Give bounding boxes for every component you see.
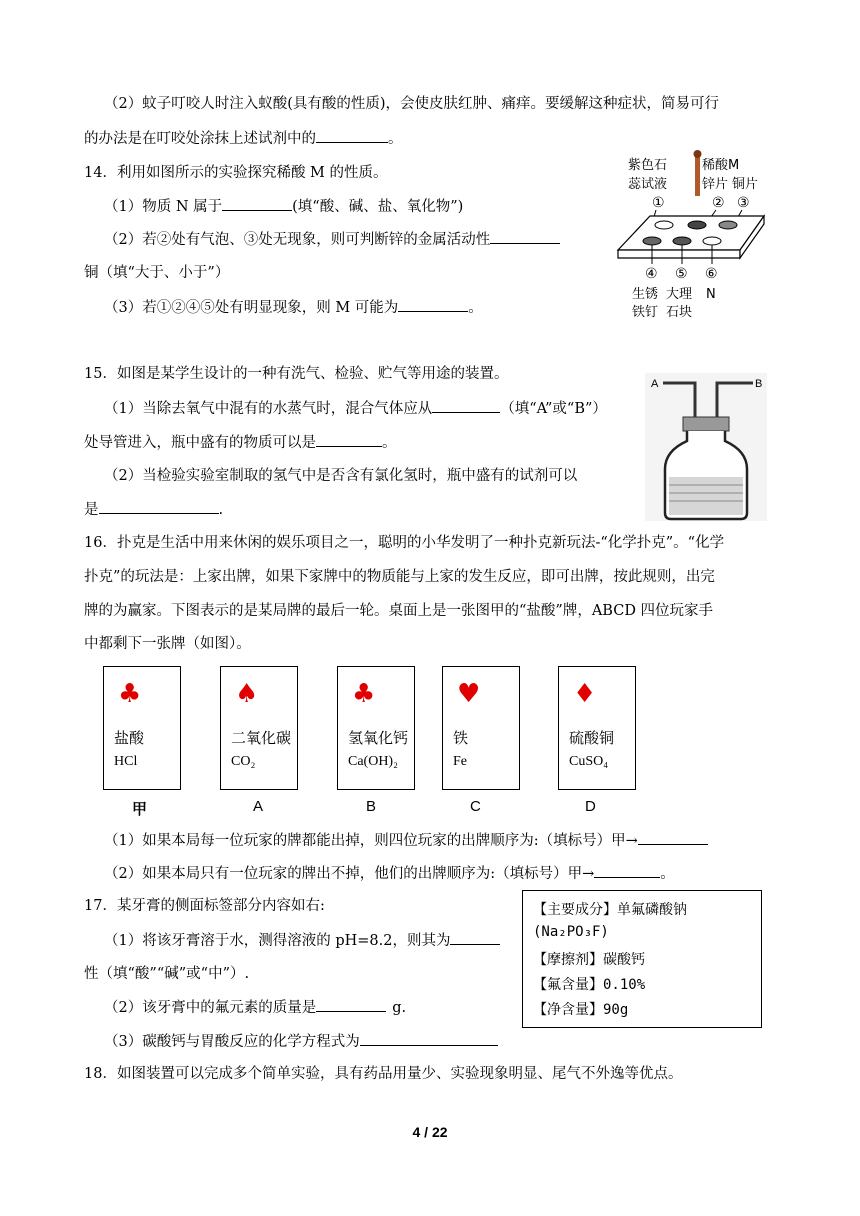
q15-2-line2 xyxy=(84,499,223,520)
poker-card xyxy=(442,666,520,790)
fig14-label-n: N xyxy=(706,287,716,302)
label-fluoride: 【氟含量】0.10% xyxy=(533,977,646,993)
q13-2-line1: （2）蚊子叮咬人时注入蚁酸(具有酸的性质)，会使皮肤红肿、痛痒。要缓解这种症状，简易可行 xyxy=(104,96,720,112)
q15-2b-end: . xyxy=(218,502,224,518)
q14-1-end: (填“酸、碱、盐、氧化物”) xyxy=(292,199,464,215)
answer-blank xyxy=(360,1031,498,1046)
card-name: 硫酸铜 xyxy=(569,729,615,747)
answer-blank xyxy=(99,499,219,514)
q16-line2: 扑克”的玩法是：上家出牌，如果下家牌中的物质能与上家的发生反应，即可出牌，按此规则，出完 xyxy=(84,569,715,585)
q15-1-line2 xyxy=(84,432,397,453)
q14-2-line1 xyxy=(104,229,560,250)
dropper-icon xyxy=(695,152,700,196)
card-name: 盐酸 xyxy=(114,729,145,747)
q15-1-line1 xyxy=(104,398,607,419)
q17-2-unit: g. xyxy=(392,1000,407,1016)
q14-3 xyxy=(104,297,483,318)
card-label: B xyxy=(366,798,377,815)
q17-1-line2: 性（填“酸”“碱”或“中”）. xyxy=(84,966,250,982)
fig14-num1: ① xyxy=(652,195,665,211)
card-formula: CuSO₄ xyxy=(569,754,609,769)
spot-plate-figure xyxy=(612,150,772,330)
q14-2-line2: 铜（填“大于、小于”） xyxy=(84,265,230,281)
fig14-label-rust2: 铁钉 xyxy=(632,305,659,320)
q13-2-line2 xyxy=(84,128,403,149)
stopper xyxy=(683,417,729,431)
q14-title: 14．利用如图所示的实验探究稀酸 M 的性质。 xyxy=(84,165,388,181)
q15-1-end: （填“A”或“B”） xyxy=(500,401,607,417)
diamond-icon: ♦ xyxy=(573,679,597,709)
fig14-num6: ⑥ xyxy=(705,266,718,282)
q13-2-end: 。 xyxy=(388,131,403,147)
card-name: 氢氧化钙 xyxy=(348,729,409,747)
card-label: C xyxy=(470,798,481,815)
fig14-num5: ⑤ xyxy=(675,266,688,282)
fig14-num2: ② xyxy=(712,195,725,211)
card-name: 二氧化碳 xyxy=(231,729,292,747)
q15-2-line1: （2）当检验实验室制取的氢气中是否含有氯化氢时，瓶中盛有的试剂可以 xyxy=(104,468,578,484)
q14-1-text: （1）物质 N 属于 xyxy=(104,199,223,215)
q16-2 xyxy=(104,863,675,884)
q17-1-text: （1）将该牙膏溶于水，测得溶液的 pH=8.2，则其为 xyxy=(104,933,451,949)
answer-blank xyxy=(432,398,500,413)
q14-1 xyxy=(104,196,463,217)
q16-line1: 16．扑克是生活中用来休闲的娱乐项目之一，聪明的小华发明了一种扑克新玩法-“化学扑克”。“化学 xyxy=(84,535,725,551)
answer-blank xyxy=(450,930,500,945)
q13-2-text: 的办法是在叮咬处涂抹上述试剂中的 xyxy=(84,131,316,147)
q17-title: 17．某牙膏的侧面标签部分内容如右: xyxy=(84,898,325,914)
card-label: 甲 xyxy=(132,800,148,818)
answer-blank xyxy=(638,830,708,845)
poker-card xyxy=(220,666,298,790)
spade-icon: ♠ xyxy=(235,679,259,709)
q16-2-end: 。 xyxy=(660,866,675,882)
q14-3-end: 。 xyxy=(468,300,483,316)
q16-line4: 中都剩下一张牌（如图）。 xyxy=(84,636,251,652)
q17-2 xyxy=(104,997,406,1018)
liquid xyxy=(669,477,743,515)
fig14-label-rust1: 生锈 xyxy=(632,287,659,302)
fig14-num3: ③ xyxy=(737,195,750,211)
fig14-label-marble1: 大理 xyxy=(666,287,693,302)
fig15-label-a: A xyxy=(651,378,659,390)
fig14-label-zinc: 锌片 xyxy=(702,177,729,192)
answer-blank xyxy=(316,997,386,1012)
q16-1-text: （1）如果本局每一位玩家的牌都能出掉，则四位玩家的出牌顺序为:（填标号）甲→ xyxy=(104,833,638,849)
q14-2-text: （2）若②处有气泡、③处无现象，则可判断锌的金属活动性 xyxy=(104,232,491,248)
page-number: 4 / 22 xyxy=(412,1124,448,1140)
gas-bottle-figure xyxy=(645,373,767,521)
heart-icon: ♥ xyxy=(457,679,481,709)
card-name: 铁 xyxy=(453,729,469,747)
answer-blank xyxy=(316,128,388,143)
club-icon: ♣ xyxy=(352,679,376,709)
poker-card xyxy=(103,666,181,790)
q17-3 xyxy=(104,1031,498,1052)
q18-title: 18．如图装置可以完成多个简单实验，具有药品用量少、实验现象明显、尾气不外逸等优点。 xyxy=(84,1066,683,1082)
fig14-num4: ④ xyxy=(645,266,658,282)
label-abrasive: 【摩擦剂】碳酸钙 xyxy=(533,952,645,968)
q14-3-text: （3）若①②④⑤处有明显现象，则 M 可能为 xyxy=(104,300,399,316)
card-formula: Ca(OH)₂ xyxy=(348,754,398,769)
card-formula: HCl xyxy=(114,754,138,769)
answer-blank xyxy=(490,229,560,244)
q15-2b-text: 是 xyxy=(84,502,99,518)
answer-blank xyxy=(316,432,382,447)
poker-card xyxy=(337,666,415,790)
q16-2-text: （2）如果本局只有一位玩家的牌出不掉，他们的出牌顺序为:（填标号）甲→ xyxy=(104,866,595,882)
q15-1b-text: 处导管进入，瓶中盛有的物质可以是 xyxy=(84,435,316,451)
answer-blank xyxy=(594,863,660,878)
fig14-label-litmus1: 紫色石 xyxy=(628,158,668,173)
q17-3-text: （3）碳酸钙与胃酸反应的化学方程式为 xyxy=(104,1034,360,1050)
q15-title: 15．如图是某学生设计的一种有洗气、检验、贮气等用途的装置。 xyxy=(84,366,509,382)
answer-blank xyxy=(222,196,292,211)
label-formula: (Na₂PO₃F) xyxy=(533,924,609,940)
q16-line3: 牌的为赢家。下图表示的是某局牌的最后一轮。桌面上是一张图甲的“盐酸”牌，ABCD 四位玩家手 xyxy=(84,603,714,619)
q17-2-text: （2）该牙膏中的氟元素的质量是 xyxy=(104,1000,317,1016)
fig14-label-acid: 稀酸M xyxy=(702,158,740,173)
q16-1 xyxy=(104,830,708,851)
poker-card xyxy=(558,666,636,790)
toothpaste-label xyxy=(522,890,762,1028)
label-net-weight: 【净含量】90g xyxy=(533,1002,629,1018)
club-icon: ♣ xyxy=(118,679,142,709)
q15-1-text: （1）当除去氧气中混有的水蒸气时，混合气体应从 xyxy=(104,401,433,417)
q17-1-line1 xyxy=(104,930,500,951)
card-formula: Fe xyxy=(453,754,467,769)
card-label: A xyxy=(253,798,264,815)
label-ingredient: 【主要成分】单氟磷酸钠 xyxy=(533,902,687,918)
card-formula: CO₂ xyxy=(231,754,256,769)
fig14-label-marble2: 石块 xyxy=(666,305,693,320)
fig14-label-litmus2: 蕊试液 xyxy=(628,177,668,192)
fig14-label-copper: 铜片 xyxy=(732,177,759,192)
q15-1b-end: 。 xyxy=(382,435,397,451)
card-label: D xyxy=(585,798,596,815)
fig15-label-b: B xyxy=(755,378,763,390)
answer-blank xyxy=(398,297,468,312)
